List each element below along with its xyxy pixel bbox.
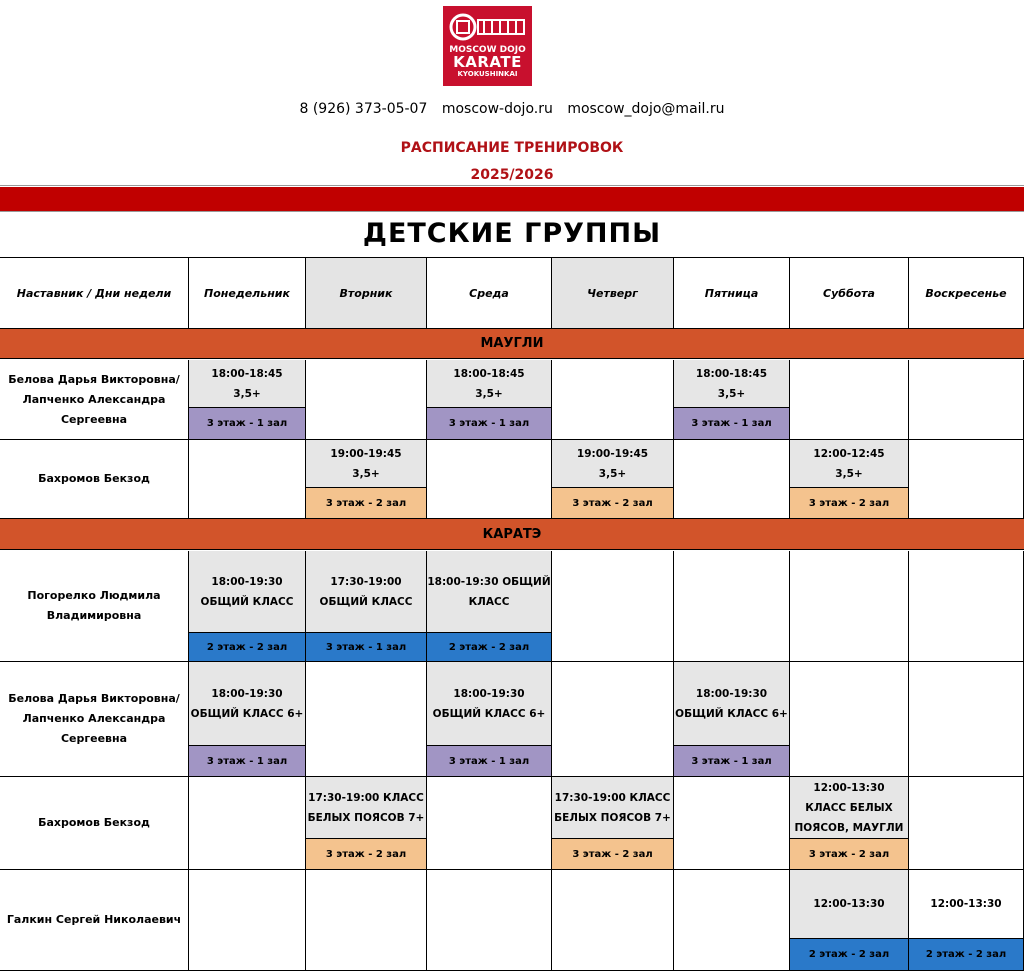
schedule-cell: [552, 662, 674, 776]
training-room: 3 этаж - 2 зал: [790, 838, 908, 869]
column-header-3: Среда: [427, 258, 552, 329]
column-header-5: Пятница: [674, 258, 790, 329]
training-time: 18:00-19:30 ОБЩИЙ КЛАСС: [189, 551, 305, 632]
schedule-cell: [189, 870, 306, 970]
training-room: 3 этаж - 2 зал: [306, 838, 426, 869]
schedule-row: [0, 777, 1024, 870]
coach-name: Галкин Сергей Николаевич: [0, 870, 189, 970]
coach-name: Белова Дарья Викторовна/ Лапченко Александра Сергеевна: [0, 360, 189, 439]
main-title: ДЕТСКИЕ ГРУППЫ: [362, 218, 662, 249]
training-time: 18:00-19:30 ОБЩИЙ КЛАСС: [427, 551, 551, 632]
schedule-cell: [189, 662, 306, 776]
training-time: 18:00-19:30 ОБЩИЙ КЛАСС 6+: [189, 662, 305, 745]
divider: [0, 185, 1024, 186]
training-room: 2 этаж - 2 зал: [189, 632, 305, 661]
schedule-cell: [552, 777, 674, 869]
schedule-cell: [674, 551, 790, 661]
schedule-cell: [674, 777, 790, 869]
schedule-cell: [427, 440, 552, 518]
logo-line-3: KYOKUSHINKAI: [457, 70, 518, 78]
training-time: 18:00-19:30 ОБЩИЙ КЛАСС 6+: [427, 662, 551, 745]
schedule-cell: [427, 551, 552, 661]
training-room: 3 этаж - 1 зал: [427, 745, 551, 776]
schedule-cell: [909, 662, 1024, 776]
schedule-cell: [427, 360, 552, 439]
divider: [0, 211, 1024, 212]
coach-name: Бахромов Бекзод: [0, 440, 189, 518]
training-room: 3 этаж - 2 зал: [306, 487, 426, 518]
schedule-cell: [790, 777, 909, 869]
training-time: 18:00-19:30 ОБЩИЙ КЛАСС 6+: [674, 662, 789, 745]
schedule-cell: [552, 551, 674, 661]
schedule-row: [0, 662, 1024, 777]
training-room: 2 этаж - 2 зал: [790, 938, 908, 970]
schedule-cell: [189, 360, 306, 439]
training-time: 19:00-19:45 3,5+: [306, 440, 426, 487]
schedule-cell: [674, 440, 790, 518]
column-header-1: Понедельник: [189, 258, 306, 329]
schedule-cell: [909, 870, 1024, 970]
schedule-cell: [552, 870, 674, 970]
training-time: 18:00-18:45 3,5+: [189, 360, 305, 407]
schedule-cell: [674, 870, 790, 970]
schedule-cell: [790, 662, 909, 776]
column-header-0: Наставник / Дни недели: [0, 258, 189, 329]
schedule-cell: [674, 360, 790, 439]
season-label: 2025/2026: [470, 167, 554, 183]
schedule-cell: [306, 662, 427, 776]
training-time: 19:00-19:45 3,5+: [552, 440, 673, 487]
schedule-cell: [790, 551, 909, 661]
kanku-emblem-icon: [448, 12, 528, 42]
email-link[interactable]: moscow_dojo@mail.ru: [567, 101, 725, 117]
schedule-cell: [189, 777, 306, 869]
training-room: 2 этаж - 2 зал: [427, 632, 551, 661]
schedule-cell: [790, 870, 909, 970]
schedule-cell: [306, 360, 427, 439]
contacts-line: [0, 101, 1024, 117]
training-time: 17:30-19:00 КЛАСС БЕЛЫХ ПОЯСОВ 7+: [306, 777, 426, 838]
schedule-cell: [674, 662, 790, 776]
schedule-cell: [909, 360, 1024, 439]
training-time: 18:00-18:45 3,5+: [427, 360, 551, 407]
training-room: 3 этаж - 1 зал: [674, 745, 789, 776]
website-link[interactable]: moscow-dojo.ru: [441, 101, 553, 117]
section-mowgli: МАУГЛИ: [0, 328, 1024, 359]
schedule-cell: [790, 440, 909, 518]
column-header-6: Суббота: [790, 258, 909, 329]
schedule-cell: [909, 777, 1024, 869]
coach-name: Бахромов Бекзод: [0, 777, 189, 869]
training-room: 3 этаж - 1 зал: [306, 632, 426, 661]
dojo-logo: [443, 6, 532, 86]
schedule-cell: [189, 440, 306, 518]
training-time: 17:30-19:00 ОБЩИЙ КЛАСС: [306, 551, 426, 632]
training-time: 12:00-12:45 3,5+: [790, 440, 908, 487]
training-room: 3 этаж - 2 зал: [552, 487, 673, 518]
training-time: 12:00-13:30: [909, 870, 1023, 938]
schedule-cell: [189, 551, 306, 661]
schedule-cell: [427, 662, 552, 776]
training-room: 2 этаж - 2 зал: [909, 938, 1023, 970]
training-time: 12:00-13:30 КЛАСС БЕЛЫХ ПОЯСОВ, МАУГЛИ: [790, 777, 908, 838]
schedule-cell: [909, 440, 1024, 518]
schedule-cell: [427, 870, 552, 970]
section-karate: КАРАТЭ: [0, 518, 1024, 550]
coach-name: Погорелко Людмила Владимировна: [0, 551, 189, 661]
column-header-7: Воскресенье: [909, 258, 1024, 329]
schedule-cell: [552, 360, 674, 439]
red-banner: [0, 187, 1024, 211]
schedule-row: [0, 440, 1024, 519]
column-header-2: Вторник: [306, 258, 427, 329]
schedule-cell: [306, 870, 427, 970]
training-room: 3 этаж - 1 зал: [427, 407, 551, 439]
schedule-row: [0, 551, 1024, 662]
training-room: 3 этаж - 1 зал: [189, 407, 305, 439]
schedule-cell: [427, 777, 552, 869]
schedule-cell: [552, 440, 674, 518]
schedule-cell: [306, 551, 427, 661]
schedule-title: РАСПИСАНИЕ ТРЕНИРОВОК: [400, 140, 624, 156]
schedule-cell: [306, 777, 427, 869]
logo-line-2: KARATE: [453, 53, 522, 71]
schedule-row: [0, 870, 1024, 971]
logo-line-1: MOSCOW DOJO: [449, 45, 526, 55]
schedule-cell: [909, 551, 1024, 661]
phone-number: 8 (926) 373-05-07: [299, 101, 428, 117]
training-room: 3 этаж - 1 зал: [189, 745, 305, 776]
training-time: 12:00-13:30: [790, 870, 908, 938]
training-room: 3 этаж - 2 зал: [552, 838, 673, 869]
coach-name: Белова Дарья Викторовна/ Лапченко Александра Сергеевна: [0, 662, 189, 776]
training-time: 17:30-19:00 КЛАСС БЕЛЫХ ПОЯСОВ 7+: [552, 777, 673, 838]
schedule-row: [0, 360, 1024, 440]
schedule-cell: [790, 360, 909, 439]
training-room: 3 этаж - 2 зал: [790, 487, 908, 518]
training-room: 3 этаж - 1 зал: [674, 407, 789, 439]
training-time: 18:00-18:45 3,5+: [674, 360, 789, 407]
column-header-4: Четверг: [552, 258, 674, 329]
schedule-cell: [306, 440, 427, 518]
